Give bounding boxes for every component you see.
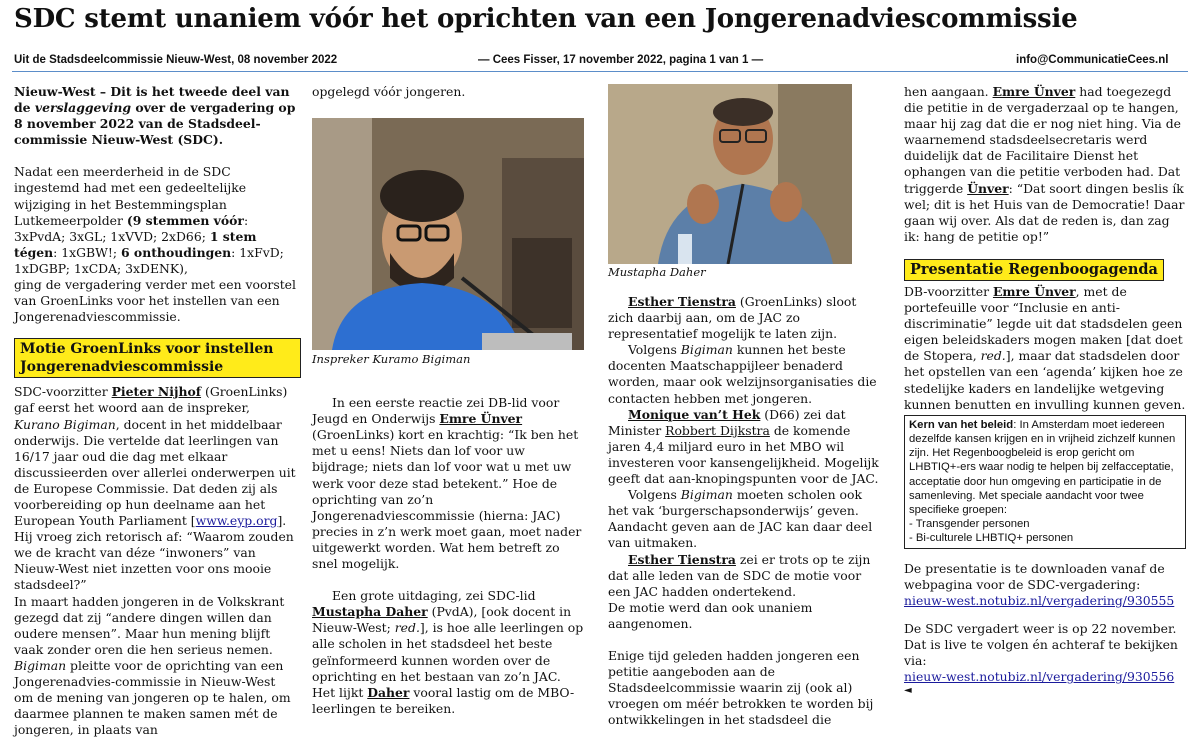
photo-caption-daher: Mustapha Daher <box>608 265 706 279</box>
kern-label: Kern van het beleid <box>909 418 1014 431</box>
portrait-illustration <box>312 118 584 350</box>
vergadering-link-930556[interactable]: nieuw-west.notubiz.nl/vergadering/930556 <box>904 669 1175 685</box>
photo-caption-bigiman: Inspreker Kuramo Bigiman <box>312 352 471 367</box>
photo-mustapha-daher <box>608 84 852 264</box>
column-1 <box>14 84 297 738</box>
vanthek-paragraph: Monique van’t Hek (D66) zei dat Minister Robbert Dijkstra de komende jaren 4,4 miljard euro in het MBO wil investeren voor kansengelijkheid. Mogelijk geeft dat aan-knopingspunten voor de JAC. <box>608 406 879 487</box>
column-2 <box>312 84 584 717</box>
vergadering-link-930555[interactable]: nieuw-west.notubiz.nl/vergadering/930555 <box>904 592 1175 608</box>
header-author-date: — Cees Fisser, 17 november 2022, pagina 1 van 1 — <box>478 54 764 66</box>
eyp-link[interactable]: www.eyp.org <box>195 513 278 529</box>
header-rule <box>12 71 1188 72</box>
regenboog-paragraph: DB-voorzitter Emre Ünver, met de portefeuille voor “Inclusie en anti-discriminatie” legde uit dat stadsdelen geen eigen beleidskaders mogen maken [dat doet de Stopera, red.], maar dat stadsdelen door het opstellen van een ‘agenda’ kijken hoe ze stedelijke kaders en landelijke wetgeving kunnen benutten en invulling kunnen geven. <box>904 283 1186 412</box>
vote-paragraph: Nadat een meerderheid in de SDC ingestemd had met een gedeeltelijke wijziging in het Bestemmingsplan Lutkemeerpolder (9 stemmen vóór: 3xPvdA; 3xGL; 1xVVD; 2xD66; 1 stem tégen: 1xGBW!; 6 onthoudingen: 1xFvD; 1xDGBP; 1xCDA; 3xDENK), ging de vergadering verder met een voorstel van GroenLinks voor het instellen van een Jongerenadviescommissie. <box>14 164 296 325</box>
column-4 <box>904 84 1186 696</box>
continued-text: opgelegd vóór jongeren. <box>312 84 466 99</box>
header-source: Uit de Stadsdeelcommissie Nieuw-West, 08 november 2022 <box>14 54 338 66</box>
kern-text: : In Amsterdam moet iedereen dezelfde kansen krijgen en in vrijheid zichzelf kunnen zijn. Het Regenboogbeleid is erop gericht om LHBTIQ+-ers waar nodig te helpen bij zelfacceptatie, acceptatie door hun omgeving en participatie in de samenleving. Met speciale aandacht voor twee specifieke groepen: <box>909 418 1176 516</box>
kern-beleid-box <box>904 415 1186 549</box>
tienstra-trots-paragraph: Esther Tienstra zei er trots op te zijn dat alle leden van de SDC de motie voor een JAC hadden ondertekend. <box>608 551 871 599</box>
burgerschap-paragraph: Volgens Bigiman moeten scholen ook het vak ‘burgerschapsonderwijs’ geven. Aandacht geven aan de JAC kan daar deel van uitmaken. <box>608 487 873 551</box>
header-email[interactable]: info@CommunicatieCees.nl <box>1016 54 1169 66</box>
bigiman-docenten-paragraph: Volgens Bigiman kunnen het beste docenten Maatschappijleer benaderd worden, maar ook welzijnsorganisaties die contacten hebben met jongeren. <box>608 342 877 406</box>
petitie-paragraph: Enige tijd geleden hadden jongeren een petitie aangeboden aan de Stadsdeelcommissie waarin zij (ook al) vroegen om méér betrokken te worden bij ontwikkelingen in het stadsdeel die <box>608 647 874 728</box>
download-paragraph: De presentatie is te downloaden vanaf de webpagina voor de SDC-vergadering: <box>904 560 1165 592</box>
photo-kuramo-bigiman <box>312 118 584 350</box>
portrait-illustration <box>608 84 852 264</box>
column-3 <box>608 84 884 728</box>
tienstra-paragraph: Esther Tienstra (GroenLinks) sloot zich daarbij aan, om de JAC zo representatief mogelijk te laten zijn. <box>608 294 857 342</box>
section-heading-regenboog: Presentatie Regenboogagenda <box>904 259 1164 281</box>
petitie-vervolg-paragraph: hen aangaan. Emre Ünver had toegezegd die petitie in de vergaderzaal op te hangen, maar hij zag dat die er nog niet hing. Via de waarnemend stadsdeelsecretaris werd duidelijk dat de Facilitaire Dienst het ophangen van die petitie verboden had. Dat triggerde Ünver: “Dat soort dingen beslis ík wel; dit is het Huis van de Democratie! Daar gaan wij over. Als dat de reden is, dan zag ik: hang de petitie op!” <box>904 84 1185 244</box>
intro-paragraph: Nieuw-West – Dit is het tweede deel van de verslaggeving over de vergadering op 8 november 2022 van de Stadsdeel-commissie Nieuw-West (SDC). <box>14 84 296 148</box>
kern-item: - Transgender personen <box>909 518 1030 531</box>
next-meeting-paragraph: De SDC vergadert weer is op 22 november. Dat is live te volgen én achteraf te bekijken via: <box>904 620 1178 668</box>
end-of-article-icon: ◄ <box>904 685 912 697</box>
speaker-paragraph: SDC-voorzitter Pieter Nijhof (GroenLinks) gaf eerst het woord aan de inspreker, Kurano Bigiman, docent in het middelbaar onderwijs. Die vertelde dat leerlingen van 16/17 jaar oud die dag met elkaar discussieerden over allerlei onderwerpen uit de Europese Commissie. Dat deden zij als voorbereiding op hun deelname aan het European Youth Parliament [www.eyp.org]. <box>14 384 296 529</box>
unver-reaction-paragraph: In een eerste reactie zei DB-lid voor Jeugd en Onderwijs Emre Ünver (GroenLinks) kort en krachtig: “Ik ben het met u eens! Niets dan lof voor uw bijdrage; niets dan lof voor wat u met uw werk voor deze stad betekent.” Hoe de oprichting van zo’n Jongerenadviescommissie (hierna: JAC) precies in z’n werk moet gaan, moet nader uitgewerkt worden. Wat hem betreft zo snel mogelijk. <box>312 395 582 572</box>
motie-aangenomen-paragraph: De motie werd dan ook unaniem aangenomen. <box>608 599 813 631</box>
kern-item: - Bi-culturele LHBTIQ+ personen <box>909 532 1074 545</box>
volkskrant-paragraph: In maart hadden jongeren in de Volkskrant gezegd dat zij “andere dingen willen dan oudere mensen”. Maar hun mening blijft vaak zonder oren die hen serieus nemen. Bigiman pleitte voor de oprichting van een Jongerenadvies-commissie in Nieuw-West om de mening van jongeren op te halen, om daarmee plannen te maken samen mét de jongeren, in plaats van <box>14 593 291 738</box>
section-heading-motie: Motie GroenLinks voor instellen Jongerenadviescommissie <box>14 338 301 378</box>
daher-paragraph: Een grote uitdaging, zei SDC-lid Mustapha Daher (PvdA), [ook docent in Nieuw-West; red.], is hoe alle leerlingen op alle scholen in het stadsdeel het beste geïnformeerd kunnen worden over de oprichting en het bestaan van zo’n JAC. Het lijkt Daher vooral lastig om de MBO-leerlingen te bereiken. <box>312 588 584 716</box>
question-paragraph: Hij vroeg zich retorisch af: “Waarom zouden we de kracht van déze “inwoners” van Nieuw-West niet inzetten voor ons mooie stadsdeel?” <box>14 529 294 593</box>
article-title: SDC stemt unaniem vóór het oprichten van een Jongerenadviescommissie <box>14 4 1078 34</box>
